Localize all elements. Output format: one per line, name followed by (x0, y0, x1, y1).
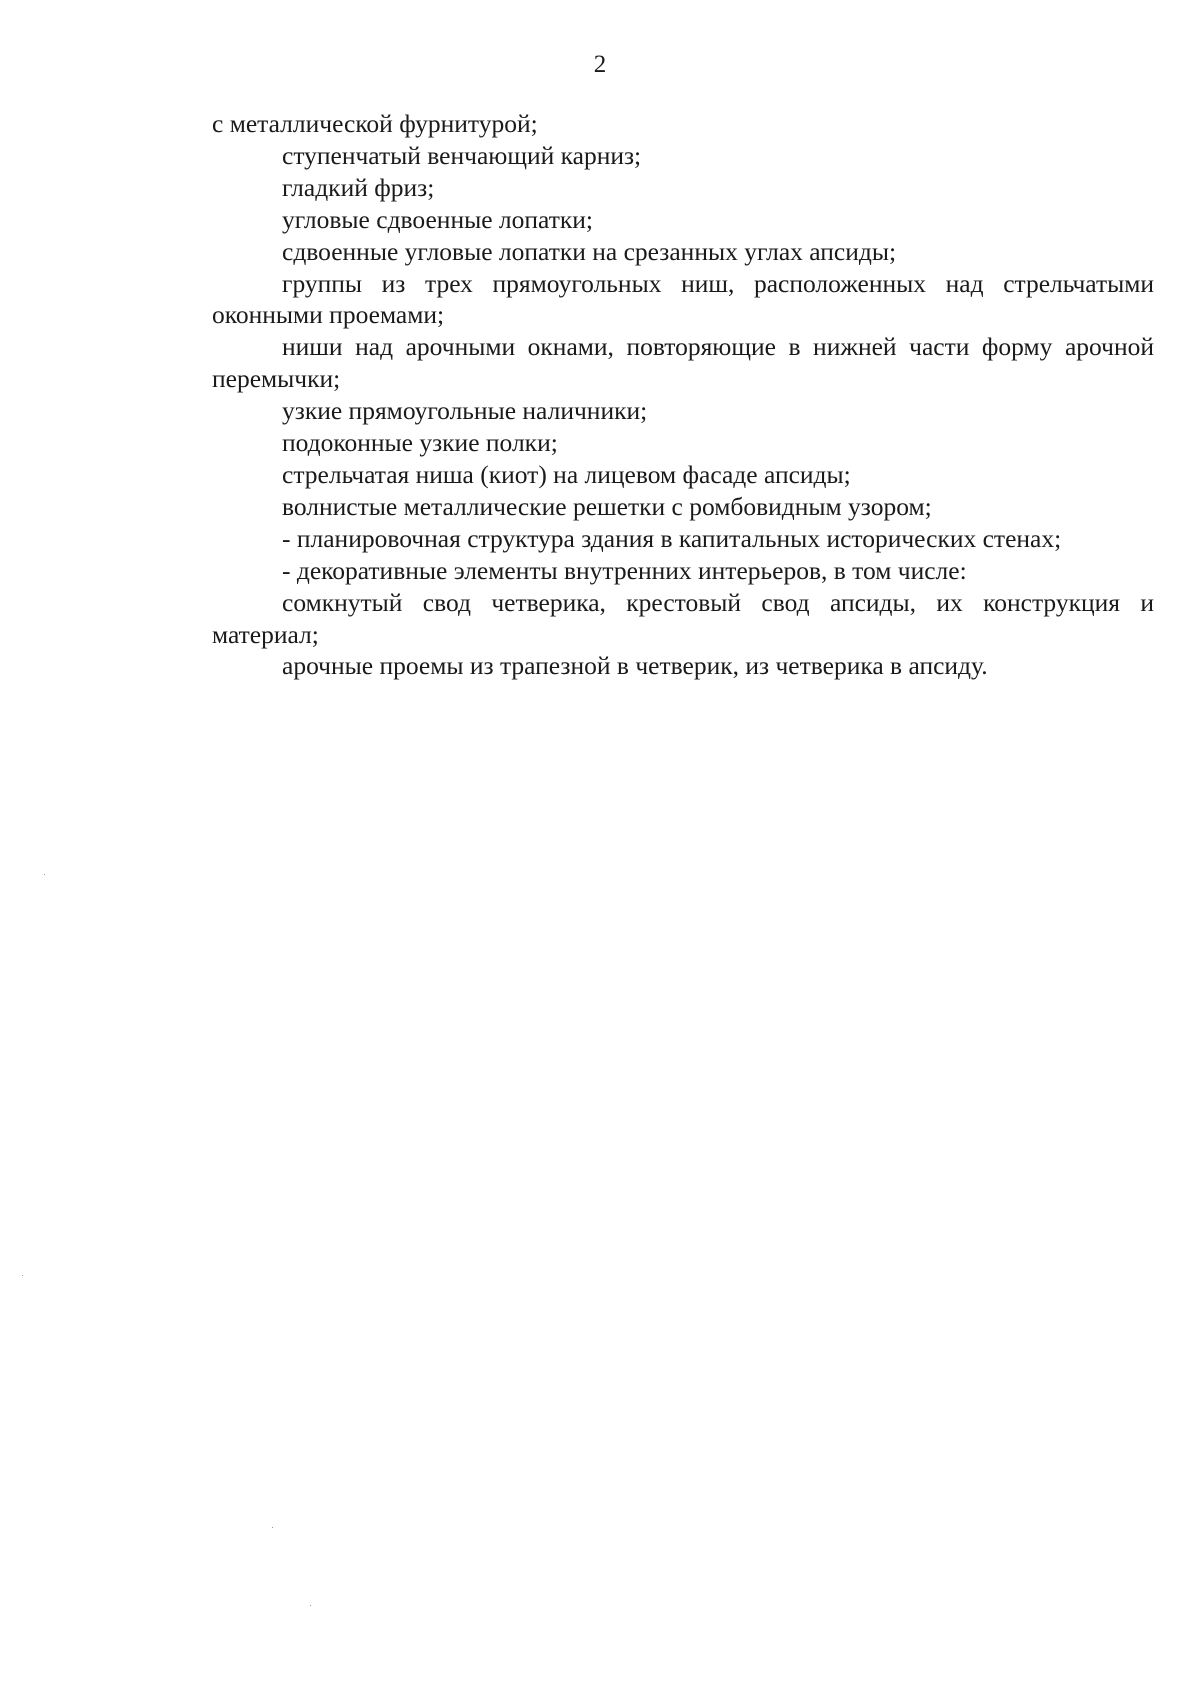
paragraph-12: - планировочная структура здания в капитальных исторических стенах; (282, 523, 1062, 553)
paragraph-2: ступенчатый венчающий карниз; (282, 140, 642, 170)
paragraph-8: узкие прямоугольные наличники; (282, 396, 648, 426)
paragraph-9: подоконные узкие полки; (282, 428, 558, 458)
paragraph-10: стрельчатая ниша (киот) на лицевом фасаде апсиды; (282, 459, 851, 489)
paragraph-14: сомкнутый свод четверика, крестовый свод апсиды, их конструкция и материал; (212, 587, 1154, 649)
paragraph-1: с металлической фурнитурой; (212, 109, 538, 138)
paragraph-11: волнистые металлические решетки с ромбовидным узором; (282, 491, 932, 521)
paragraph-6: группы из трех прямоугольных ниш, расположенных над стрельчатыми оконными проемами; (212, 268, 1154, 330)
scan-speck (22, 1275, 23, 1276)
paragraph-13: - декоративные элементы внутренних интерьеров, в том числе: (282, 555, 967, 585)
scan-speck (44, 874, 45, 875)
paragraph-5: сдвоенные угловые лопатки на срезанных углах апсиды; (282, 236, 897, 266)
scan-speck (272, 1527, 273, 1528)
document-body (212, 108, 1154, 682)
paragraph-4: угловые сдвоенные лопатки; (282, 204, 593, 234)
paragraph-15: арочные проемы из трапезной в четверик, из четверика в апсиду. (282, 651, 988, 681)
paragraph-7: ниши над арочными окнами, повторяющие в нижней части форму арочной перемычки; (212, 332, 1154, 394)
paragraph-3: гладкий фриз; (282, 172, 435, 202)
scan-speck (310, 1605, 311, 1606)
page-number: 2 (593, 51, 607, 78)
